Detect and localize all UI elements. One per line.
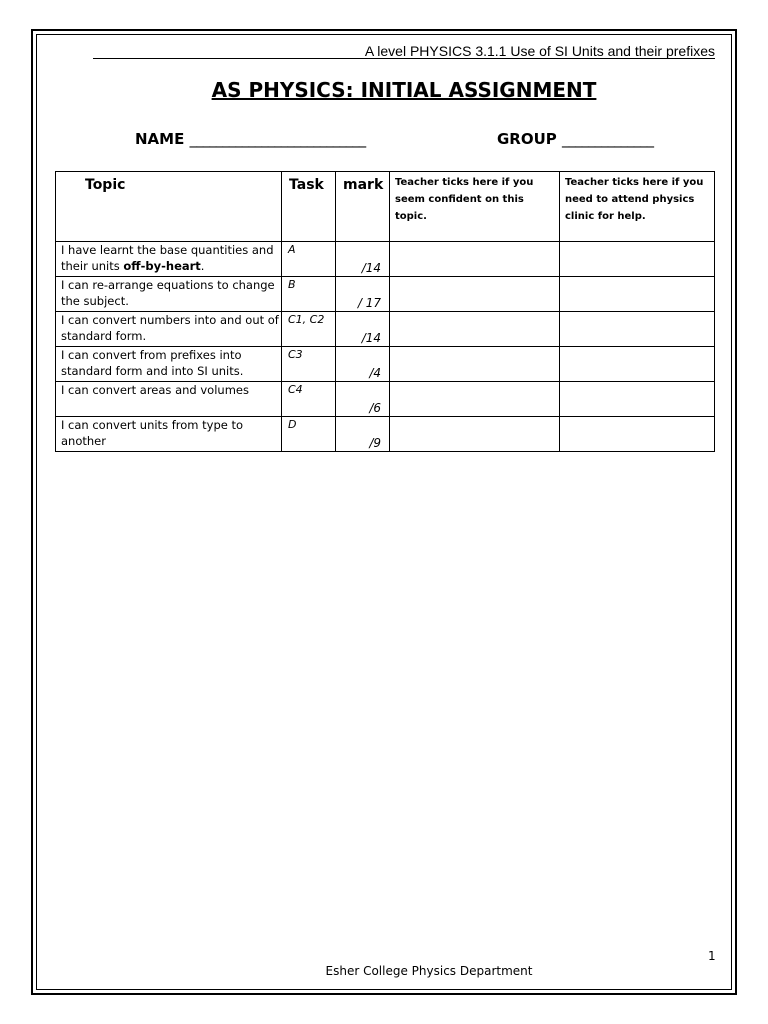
topic-cell: I can re-arrange equations to change the subject. xyxy=(56,277,282,312)
confident-tick-cell[interactable] xyxy=(390,277,560,312)
header-mark: mark xyxy=(336,172,390,242)
confident-tick-cell[interactable] xyxy=(390,382,560,417)
table-row xyxy=(56,417,715,452)
name-label: NAME xyxy=(135,130,185,148)
task-cell: D xyxy=(282,417,336,452)
mark-cell: /6 xyxy=(336,382,390,417)
emphasis-text: off-by-heart xyxy=(123,259,201,273)
confident-tick-cell[interactable] xyxy=(390,347,560,382)
name-line: ___________________________ xyxy=(189,130,366,148)
page-title: AS PHYSICS: INITIAL ASSIGNMENT xyxy=(211,78,597,102)
header-rule xyxy=(93,58,715,59)
confident-tick-cell[interactable] xyxy=(390,312,560,347)
table-header-row xyxy=(56,172,715,242)
topic-cell: I can convert from prefixes into standard form and into SI units. xyxy=(56,347,282,382)
header-clinic: Teacher ticks here if you need to attend physics clinic for help. xyxy=(560,172,715,242)
footer-department: Esher College Physics Department xyxy=(325,964,533,978)
table-row xyxy=(56,347,715,382)
table-row xyxy=(56,312,715,347)
topic-cell: I can convert areas and volumes xyxy=(56,382,282,417)
clinic-tick-cell[interactable] xyxy=(560,417,715,452)
confident-tick-cell[interactable] xyxy=(390,242,560,277)
page-number: 1 xyxy=(708,949,716,963)
clinic-tick-cell[interactable] xyxy=(560,242,715,277)
task-cell: C3 xyxy=(282,347,336,382)
running-header: A level PHYSICS 3.1.1 Use of SI Units and their prefixes xyxy=(364,43,715,59)
mark-cell: / 17 xyxy=(336,277,390,312)
table-row xyxy=(56,277,715,312)
task-cell: C1, C2 xyxy=(282,312,336,347)
group-field xyxy=(497,130,653,148)
group-line: ______________ xyxy=(562,130,654,148)
clinic-tick-cell[interactable] xyxy=(560,277,715,312)
mark-cell: /4 xyxy=(336,347,390,382)
group-label: GROUP xyxy=(497,130,557,148)
mark-cell: /14 xyxy=(336,312,390,347)
mark-cell: /14 xyxy=(336,242,390,277)
topic-cell: I can convert numbers into and out of standard form. xyxy=(56,312,282,347)
topic-cell: I can convert units from type to another xyxy=(56,417,282,452)
header-task: Task xyxy=(282,172,336,242)
task-cell: B xyxy=(282,277,336,312)
mark-cell: /9 xyxy=(336,417,390,452)
task-cell: A xyxy=(282,242,336,277)
assessment-table xyxy=(55,171,715,452)
header-topic: Topic xyxy=(56,172,282,242)
confident-tick-cell[interactable] xyxy=(390,417,560,452)
table-row xyxy=(56,242,715,277)
clinic-tick-cell[interactable] xyxy=(560,347,715,382)
clinic-tick-cell[interactable] xyxy=(560,382,715,417)
table-row xyxy=(56,382,715,417)
topic-cell: I have learnt the base quantities and their units off-by-heart. xyxy=(56,242,282,277)
task-cell: C4 xyxy=(282,382,336,417)
name-field xyxy=(135,130,365,148)
header-confident: Teacher ticks here if you seem confident on this topic. xyxy=(390,172,560,242)
clinic-tick-cell[interactable] xyxy=(560,312,715,347)
